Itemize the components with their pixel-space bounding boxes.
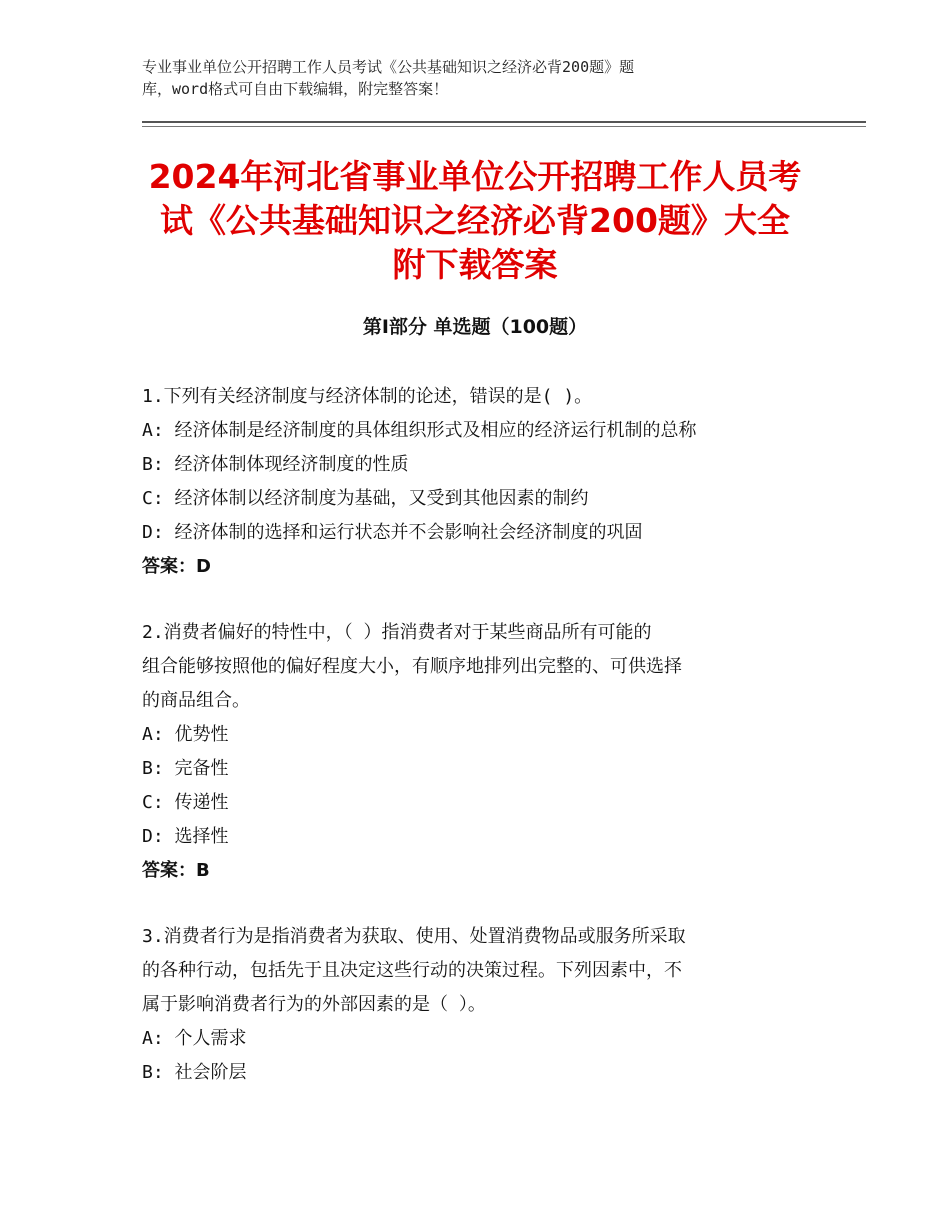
option-a: A: 优势性 [142, 724, 229, 745]
title-line-1: 2024年河北省事业单位公开招聘工作人员考 [148, 157, 802, 196]
question-stem-line-1: 2.消费者偏好的特性中，（ ）指消费者对于某些商品所有可能的 [142, 622, 652, 643]
answer: 答案：D [142, 556, 211, 577]
question-stem-line-1: 3.消费者行为是指消费者为获取、使用、处置消费物品或服务所采取 [142, 926, 686, 947]
option-c: C: 传递性 [142, 792, 229, 813]
option-b: B: 完备性 [142, 758, 229, 779]
header-divider-thin [142, 126, 866, 127]
question-stem: 1.下列有关经济制度与经济体制的论述，错误的是( )。 [142, 386, 593, 407]
section-title: 第I部分 单选题（100题） [362, 316, 588, 338]
title-line-2: 试《公共基础知识之经济必背200题》大全 [160, 201, 790, 240]
question-stem-line-2: 的各种行动，包括先于且决定这些行动的决策过程。下列因素中，不 [142, 960, 682, 981]
document-title [100, 155, 850, 287]
header-note-line-1: 专业事业单位公开招聘工作人员考试《公共基础知识之经济必背200题》题 [142, 58, 635, 76]
answer: 答案：B [142, 860, 210, 881]
option-b: B: 经济体制体现经济制度的性质 [142, 454, 409, 475]
question-1 [142, 380, 822, 584]
question-list [142, 380, 822, 1122]
question-stem-line-2: 组合能够按照他的偏好程度大小，有顺序地排列出完整的、可供选择 [142, 656, 682, 677]
question-stem-line-3: 的商品组合。 [142, 690, 250, 711]
title-line-3: 附下载答案 [392, 245, 558, 284]
option-c: C: 经济体制以经济制度为基础，又受到其他因素的制约 [142, 488, 589, 509]
question-2 [142, 616, 822, 888]
question-3 [142, 920, 822, 1090]
header-divider-thick [142, 121, 866, 123]
option-d: D: 选择性 [142, 826, 229, 847]
option-a: A: 个人需求 [142, 1028, 247, 1049]
header-note-line-2: 库，word格式可自由下载编辑，附完整答案！ [142, 80, 449, 98]
option-b: B: 社会阶层 [142, 1062, 247, 1083]
question-stem-line-3: 属于影响消费者行为的外部因素的是（ ）。 [142, 994, 486, 1015]
option-a: A: 经济体制是经济制度的具体组织形式及相应的经济运行机制的总称 [142, 420, 697, 441]
header-note [142, 56, 782, 100]
option-d: D: 经济体制的选择和运行状态并不会影响社会经济制度的巩固 [142, 522, 643, 543]
